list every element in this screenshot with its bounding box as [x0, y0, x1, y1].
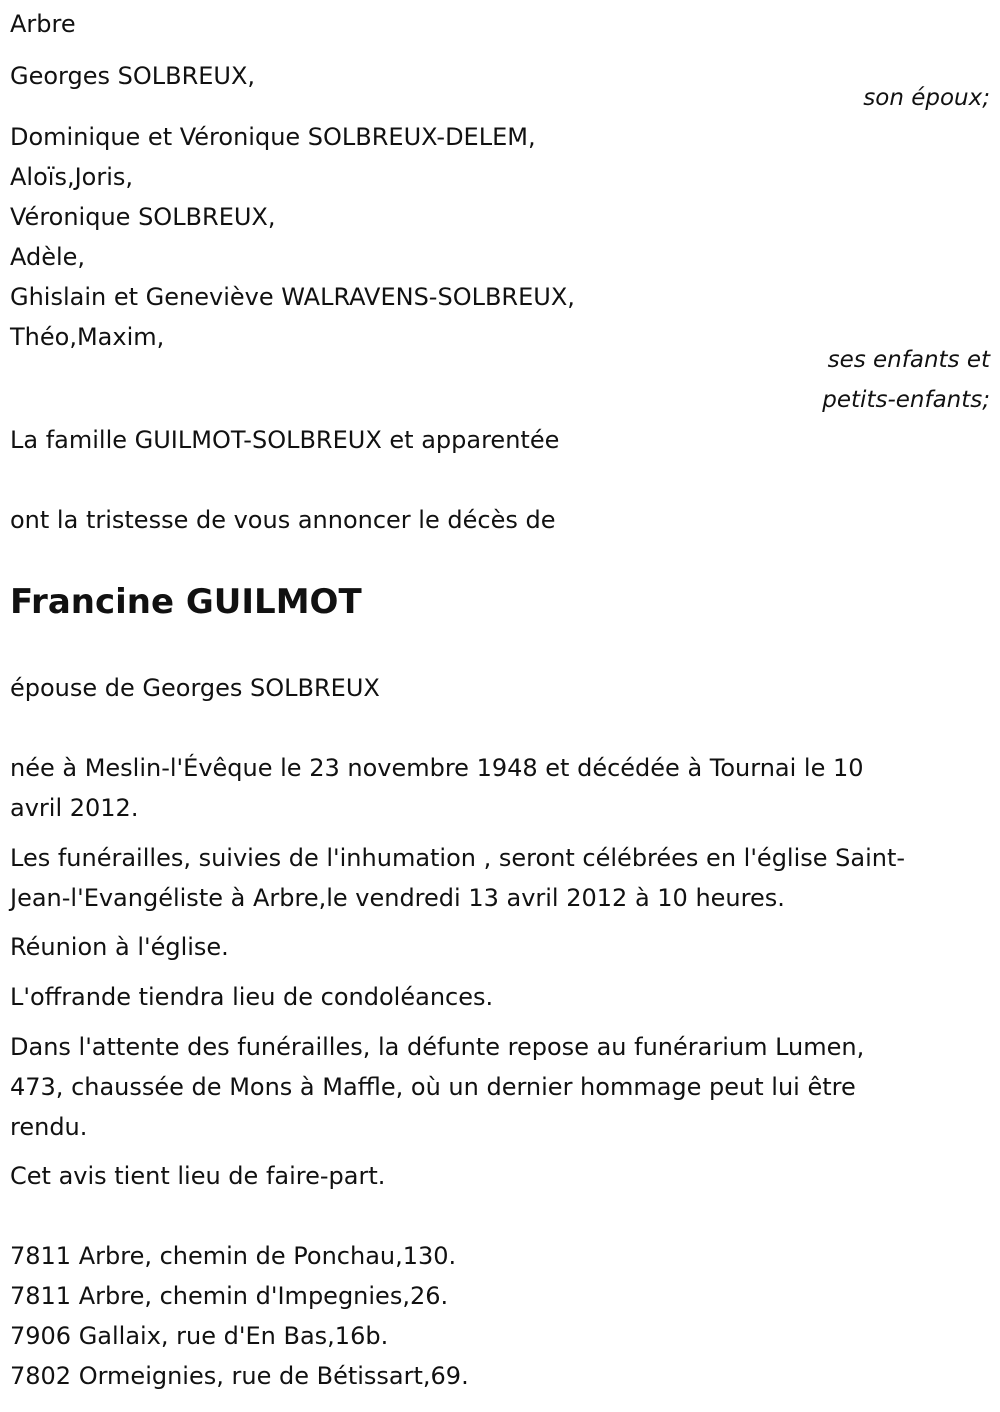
children-name: Ghislain et Geneviève WALRAVENS-SOLBREUX, — [10, 283, 575, 311]
funeral-line: Jean-l'Evangéliste à Arbre,le vendredi 13 avril 2012 à 10 heures. — [10, 884, 785, 912]
address-line: 7811 Arbre, chemin de Ponchau,130. — [10, 1242, 457, 1270]
children-relation: petits-enfants; — [822, 387, 990, 413]
spouse-of-line: épouse de Georges SOLBREUX — [10, 674, 380, 702]
children-name: Dominique et Véronique SOLBREUX-DELEM, — [10, 123, 536, 151]
children-name: Véronique SOLBREUX, — [10, 203, 276, 231]
notice-line: Cet avis tient lieu de faire-part. — [10, 1162, 386, 1190]
spouse-relation: son époux; — [863, 85, 990, 111]
place-header: Arbre — [10, 10, 76, 38]
address-line: 7811 Arbre, chemin d'Impegnies,26. — [10, 1282, 449, 1310]
funeral-line: Les funérailles, suivies de l'inhumation , seront célébrées en l'église Saint- — [10, 844, 906, 872]
birth-death-line: avril 2012. — [10, 794, 139, 822]
children-name: Théo,Maxim, — [10, 323, 165, 351]
children-name: Aloïs,Joris, — [10, 163, 133, 191]
wake-line: 473, chaussée de Mons à Maffle, où un dernier hommage peut lui être — [10, 1073, 856, 1101]
wake-line: rendu. — [10, 1113, 88, 1141]
meeting-line: Réunion à l'église. — [10, 933, 229, 961]
announcement-line: ont la tristesse de vous annoncer le décès de — [10, 506, 556, 534]
deceased-name: Francine GUILMOT — [10, 582, 362, 622]
address-line: 7906 Gallaix, rue d'En Bas,16b. — [10, 1322, 389, 1350]
spouse-name: Georges SOLBREUX, — [10, 62, 256, 90]
wake-line: Dans l'attente des funérailles, la défunte repose au funérarium Lumen, — [10, 1033, 865, 1061]
children-relation: ses enfants et — [827, 347, 990, 373]
address-line: 7802 Ormeignies, rue de Bétissart,69. — [10, 1362, 469, 1390]
children-name: Adèle, — [10, 243, 86, 271]
offering-line: L'offrande tiendra lieu de condoléances. — [10, 983, 494, 1011]
birth-death-line: née à Meslin-l'Évêque le 23 novembre 1948 et décédée à Tournai le 10 — [10, 754, 864, 782]
family-line: La famille GUILMOT-SOLBREUX et apparentée — [10, 426, 560, 454]
